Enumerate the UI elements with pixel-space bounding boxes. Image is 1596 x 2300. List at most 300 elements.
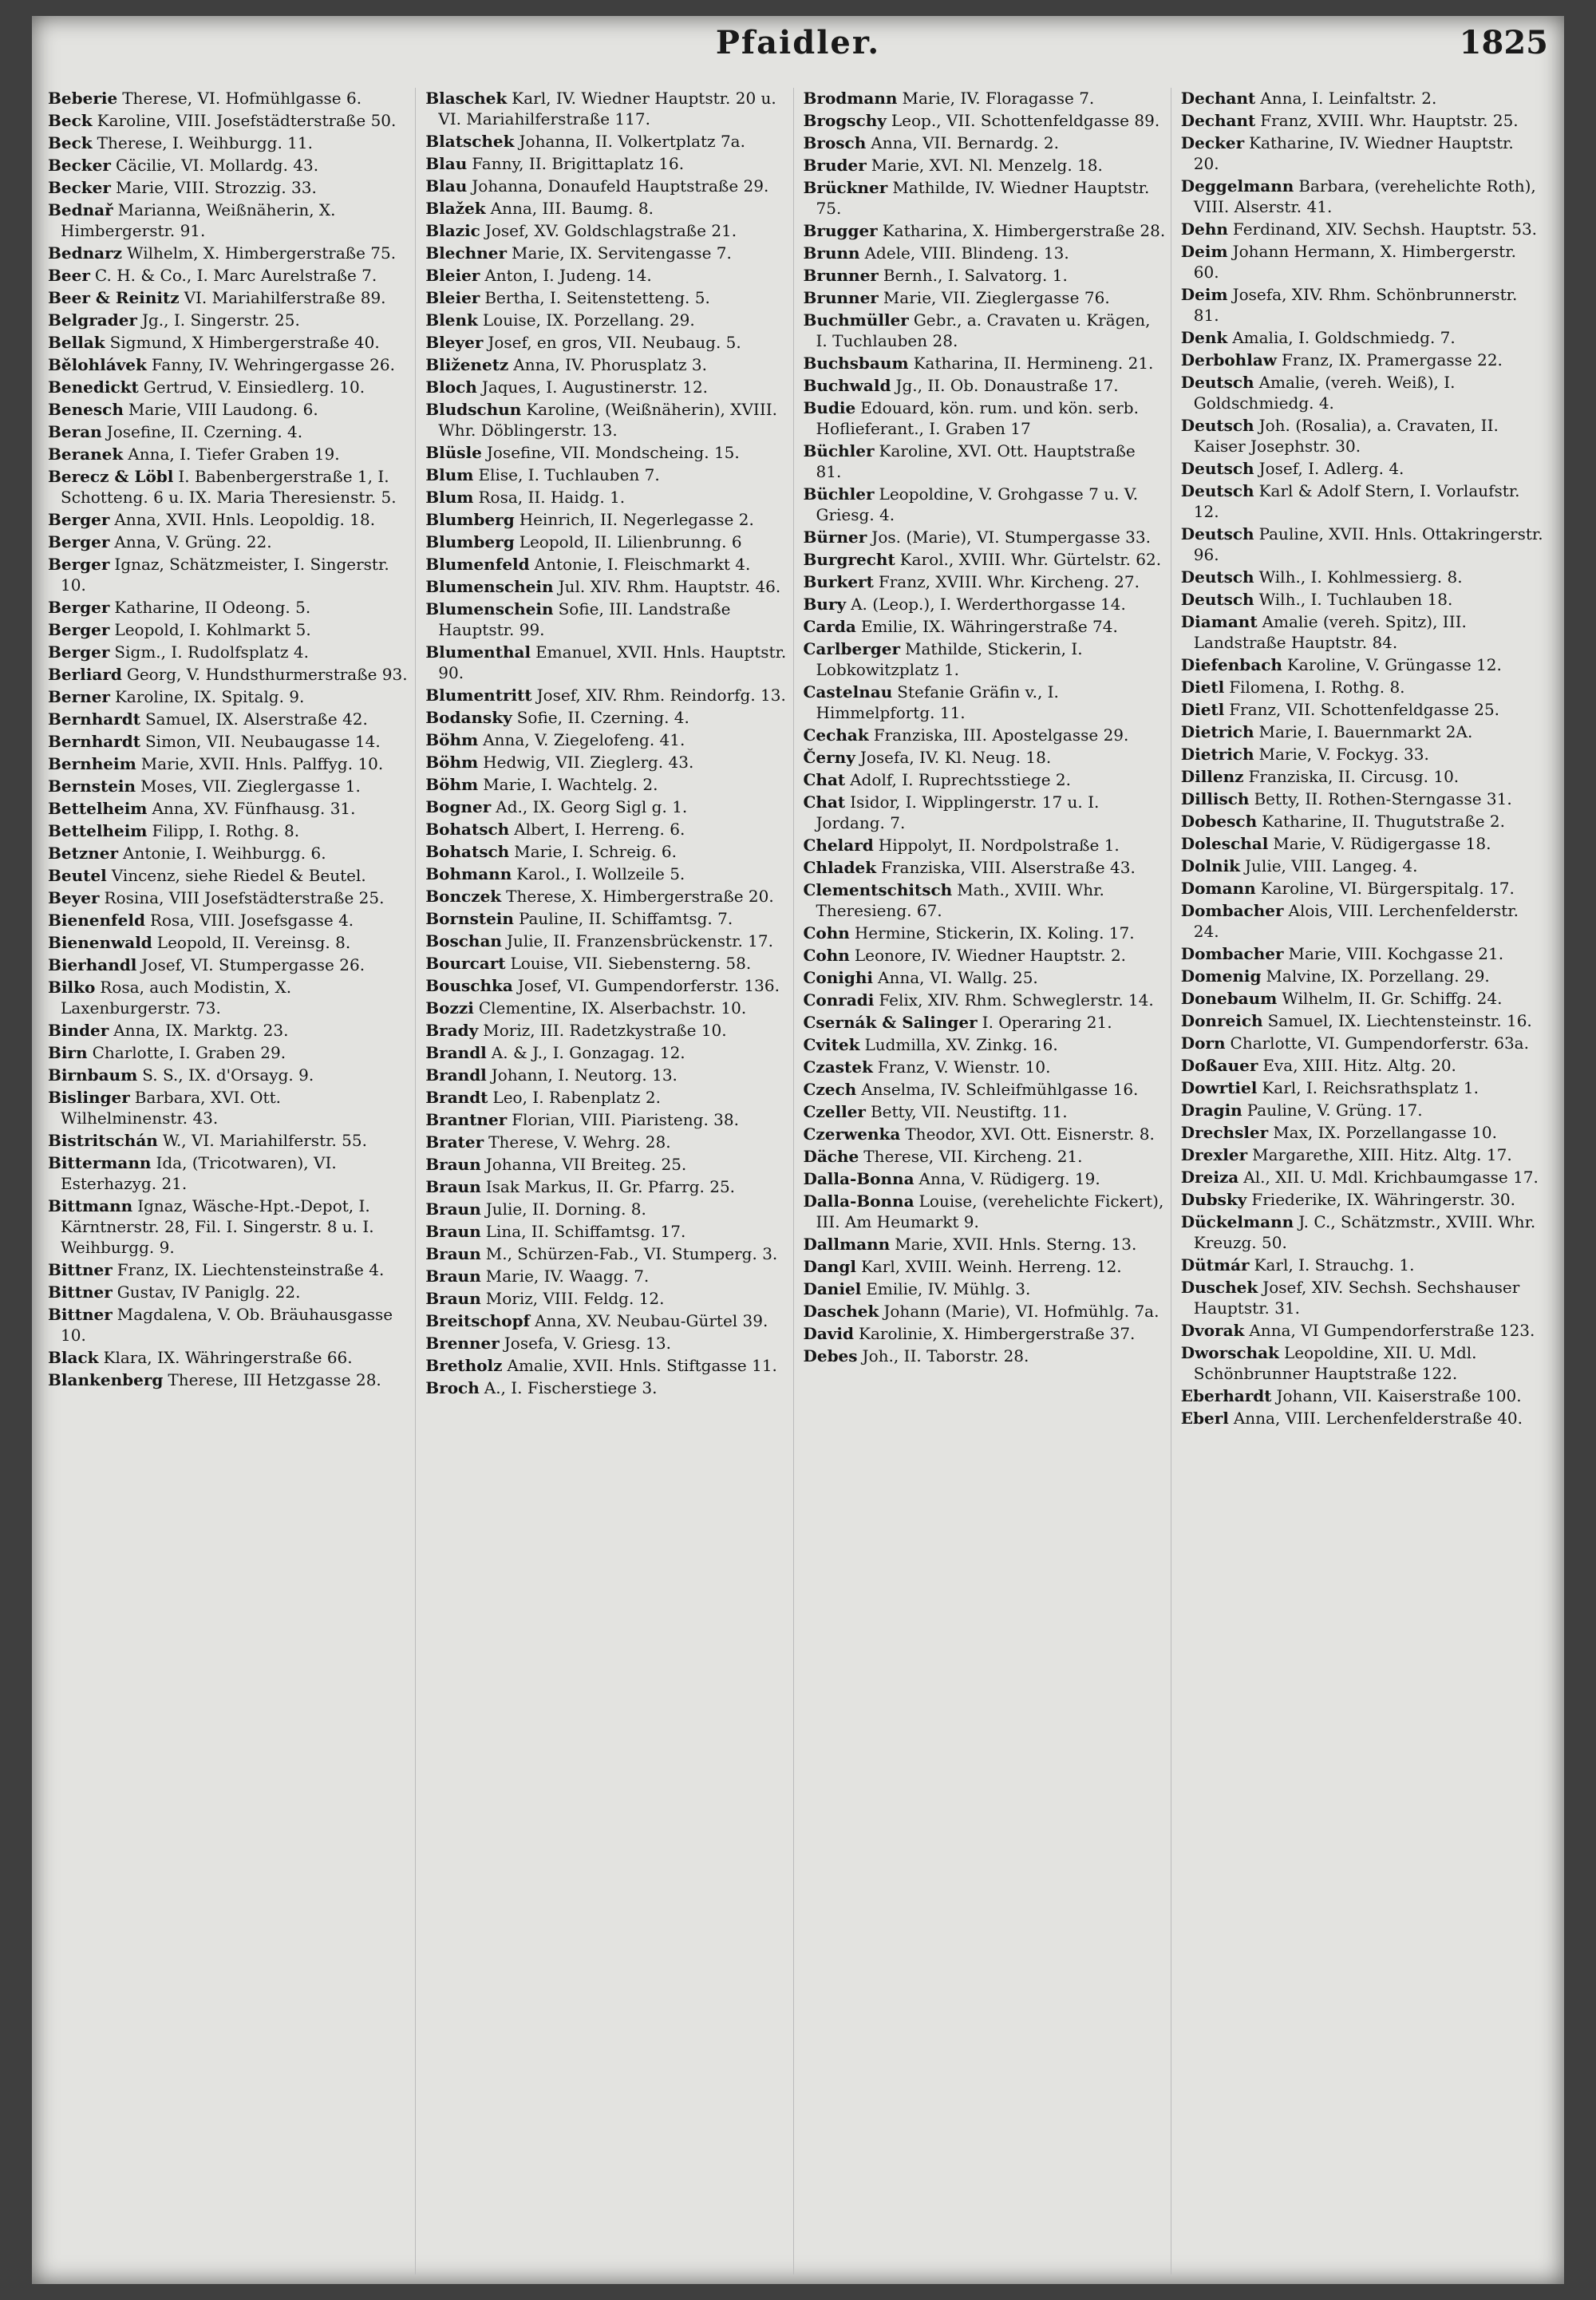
directory-entry [1181,856,1543,876]
directory-entry [804,287,1166,308]
directory-entry [425,1020,788,1041]
entry-details: Betty, II. Rothen-Sterngasse 31. [1254,789,1512,808]
entry-name: Beer & Reinitz [48,288,180,307]
entry-details: Ignaz, Wäsche-Hpt.-Depot, I. Kärntnerstr. 28, Fil. I. Singerstr. 8 u. I. Weihburgg. 9. [61,1196,374,1257]
directory-entry [804,220,1166,241]
directory-entry [425,310,788,330]
directory-entry [48,466,410,508]
entry-details: Karoline, VI. Bürgerspitalg. 17. [1260,879,1515,898]
entry-name: Bernheim [48,754,136,773]
directory-entry [48,444,410,464]
entry-details: Franz, IX. Liechtensteinstraße 4. [117,1260,385,1279]
entry-name: Bleier [425,266,480,285]
directory-entry [48,243,410,263]
entry-details: Moriz, III. Radetzkystraße 10. [483,1021,727,1040]
entry-details: Marie, IV. Waagg. 7. [485,1267,650,1286]
directory-entry [1181,284,1543,326]
directory-entry [804,1079,1166,1100]
directory-entry [1181,176,1543,217]
directory-entry [1181,878,1543,899]
entry-name: Beck [48,133,93,152]
entry-name: Bohmann [425,864,512,883]
directory-entry [425,752,788,773]
entry-name: Deutsch [1180,459,1254,478]
entry-details: Pauline, XVII. Hnls. Ottakringerstr. 96. [1193,524,1543,564]
entry-details: Therese, VI. Hofmühlgasse 6. [122,89,362,108]
entry-name: Dreiza [1180,1168,1239,1187]
entry-name: Breitschopf [425,1311,531,1330]
directory-entry [48,1347,410,1368]
directory-entry [804,1301,1166,1322]
directory-entry [48,731,410,752]
directory-entry [1181,766,1543,787]
entry-details: Anna, XVII. Hnls. Leopoldig. 18. [114,510,376,529]
entry-details: Franziska, II. Circusg. 10. [1248,767,1460,786]
directory-entry [425,287,788,308]
entry-details: Margarethe, XIII. Hitz. Altg. 17. [1252,1145,1512,1164]
entry-name: Bienenfeld [48,911,145,930]
entry-name: Beran [48,422,102,441]
entry-details: Anna, I. Tiefer Graben 19. [128,445,340,464]
directory-entry [1181,1277,1543,1318]
directory-entry [1181,943,1543,964]
entry-name: Bernstein [48,777,136,796]
entry-details: Betty, VII. Neustiftg. 11. [870,1102,1068,1121]
entry-name: Carda [803,617,856,636]
entry-name: Böhm [425,775,479,794]
directory-entry [48,709,410,729]
directory-entry [1181,811,1543,832]
entry-details: Anna, VI. Wallg. 25. [878,968,1038,987]
entry-name: Domann [1180,879,1256,898]
entry-details: Jos. (Marie), VI. Stumpergasse 33. [871,528,1151,547]
entry-details: Fanny, II. Brigittaplatz 16. [472,154,685,173]
directory-entry [425,863,788,884]
directory-entry [48,865,410,886]
entry-name: Blenk [425,310,478,330]
directory-entry [804,769,1166,790]
entry-details: Josef, XIV. Rhm. Reindorfg. 13. [536,686,786,705]
directory-entry [425,975,788,996]
entry-details: Josefine, VII. Mondscheing. 15. [486,443,740,462]
directory-entry [1181,654,1543,675]
entry-name: Brunner [803,266,879,285]
directory-entry [804,132,1166,153]
entry-name: Burgrecht [803,550,895,569]
entry-details: Ad., IX. Georg Sigl g. 1. [496,797,688,816]
entry-name: Boschan [425,931,502,950]
directory-entry [804,990,1166,1010]
entry-name: Bilko [48,978,96,997]
entry-details: Marie, V. Fockyg. 33. [1258,745,1429,764]
entry-name: Bierhandl [48,955,137,974]
entry-details: Franz, V. Wienstr. 10. [877,1057,1051,1077]
entry-name: Černy [803,748,855,767]
entry-name: Deutsch [1180,590,1254,609]
entry-details: Antonie, I. Fleischmarkt 4. [534,555,751,574]
entry-name: Deim [1180,285,1228,304]
entry-name: Blau [425,176,468,196]
entry-name: Dolnik [1180,856,1241,875]
directory-entry [425,707,788,728]
entry-name: Büchler [803,484,875,504]
entry-details: Julie, II. Franzensbrückenstr. 17. [506,931,773,950]
directory-entry [1181,1010,1543,1031]
directory-entry [804,1168,1166,1189]
entry-details: Amalie, (vereh. Weiß), I. Goldschmiedg. 4. [1193,373,1456,413]
entry-name: Bürner [803,528,867,547]
entry-details: Leonore, IV. Wiedner Hauptstr. 2. [854,946,1127,965]
entry-name: Blumenschein [425,599,554,618]
directory-entry [425,442,788,463]
entry-details: Samuel, IX. Liechtensteinstr. 16. [1267,1011,1532,1030]
entry-name: Bienenwald [48,933,152,952]
directory-entry [804,177,1166,219]
entry-name: Drechsler [1180,1123,1269,1142]
entry-name: Brodmann [803,89,898,108]
directory-entry [425,487,788,508]
directory-entry [425,88,788,129]
directory-entry [804,857,1166,878]
directory-entry [1181,721,1543,742]
directory-entry [804,923,1166,943]
directory-entry [1181,966,1543,986]
entry-name: Dillenz [1180,767,1244,786]
entry-name: Chelard [803,836,874,855]
entry-name: Bittner [48,1260,113,1279]
entry-name: Binder [48,1021,109,1040]
directory-entry [1181,567,1543,587]
entry-name: Berliard [48,665,122,684]
directory-entry [1181,1211,1543,1253]
directory-entry [425,354,788,375]
entry-details: Bertha, I. Seitenstetteng. 5. [484,288,710,307]
entry-details: Cäcilie, VI. Mollardg. 43. [115,156,319,175]
entry-name: Braun [425,1199,481,1219]
directory-entry [804,353,1166,373]
directory-entry [804,1256,1166,1277]
entry-details: Clementine, IX. Alserbachstr. 10. [478,998,747,1018]
entry-name: Czech [803,1080,857,1099]
directory-entry [48,1282,410,1302]
entry-details: Simon, VII. Neubaugasse 14. [144,732,381,751]
directory-entry [425,642,788,683]
entry-details: Therese, V. Wehrg. 28. [488,1132,671,1152]
entry-name: Broch [425,1378,480,1397]
entry-details: Magdalena, V. Ob. Bräuhausgasse 10. [61,1305,393,1345]
entry-name: Becker [48,178,111,197]
entry-name: Cohn [803,923,850,943]
directory-entry [804,155,1166,176]
directory-entry [425,886,788,907]
directory-entry [1181,327,1543,348]
directory-entry [804,1101,1166,1122]
entry-name: Brogschy [803,111,887,130]
entry-name: Berecz & Löbl [48,467,174,486]
entry-details: Pauline, II. Schiffamtsg. 7. [518,909,733,928]
entry-details: Charlotte, I. Graben 29. [92,1043,286,1062]
directory-entry [48,132,410,153]
column-2 [425,88,793,2274]
directory-entry [48,642,410,662]
entry-details: Ignaz, Schätzmeister, I. Singerstr. 10. [61,555,389,595]
entry-name: Bislinger [48,1088,130,1107]
directory-entry [425,509,788,530]
entry-name: Dückelmann [1180,1212,1294,1231]
entry-details: Emilie, IX. Währingerstraße 74. [860,617,1118,636]
directory-entry [1181,350,1543,370]
entry-details: Heinrich, II. Negerlegasse 2. [519,510,754,529]
directory-entry [1181,744,1543,765]
entry-details: Joh. (Rosalia), a. Cravaten, II. Kaiser Josephstr. 30. [1193,416,1499,456]
entry-details: Eva, XIII. Hitz. Altg. 20. [1262,1056,1456,1075]
directory-entry [425,599,788,640]
entry-name: Bury [803,595,847,614]
entry-name: Dallmann [803,1235,891,1254]
entry-name: Blum [425,488,474,507]
entry-details: Anna, XV. Fünfhausg. 31. [152,799,356,818]
directory-entry [1181,1077,1543,1098]
entry-name: Black [48,1348,99,1367]
entry-details: Karoline, XVI. Ott. Hauptstraße 81. [816,441,1136,481]
entry-details: Moses, VII. Zieglergasse 1. [140,777,361,796]
entry-details: Sigmund, X Himbergerstraße 40. [109,333,380,352]
entry-details: A., I. Fischerstiege 3. [484,1378,658,1397]
directory-entry [425,1288,788,1309]
directory-entry [804,88,1166,109]
directory-entry [425,243,788,263]
entry-name: Birnbaum [48,1065,138,1085]
entry-name: Cohn [803,946,850,965]
entry-name: Deutsch [1180,567,1254,587]
entry-name: Daschek [803,1302,879,1321]
directory-entry [1181,110,1543,131]
entry-name: Dowrtiel [1180,1078,1258,1097]
entry-details: Julie, II. Dorning. 8. [485,1199,646,1219]
entry-name: David [803,1324,855,1343]
directory-entry [804,725,1166,745]
column-4 [1181,88,1548,2274]
entry-details: Theodor, XVI. Ott. Eisnerstr. 8. [905,1124,1155,1144]
entry-name: Bednarz [48,243,123,263]
directory-entry [48,1304,410,1346]
entry-name: Brenner [425,1334,500,1353]
entry-details: Ferdinand, XIV. Sechsh. Hauptstr. 53. [1232,219,1538,239]
entry-name: Debes [803,1346,858,1365]
entry-details: Marie, IV. Floragasse 7. [902,89,1095,108]
entry-name: Castelnau [803,682,893,701]
entry-name: Brandl [425,1065,487,1085]
directory-entry [425,153,788,174]
entry-name: Brady [425,1021,479,1040]
directory-entry [48,1020,410,1041]
entry-details: Marie, IX. Servitengasse 7. [512,243,732,263]
entry-name: Dalla-Bonna [803,1191,915,1211]
entry-details: Josef, I. Adlerg. 4. [1258,459,1404,478]
entry-details: Josefa, V. Griesg. 13. [504,1334,671,1353]
entry-details: Gustav, IV Paniglg. 22. [117,1282,301,1302]
entry-details: Marie, VIII Laudong. 6. [128,400,318,419]
directory-entry [1181,988,1543,1009]
directory-entry [1181,1033,1543,1053]
entry-name: Bettelheim [48,821,148,840]
entry-details: Ludmilla, XV. Zinkg. 16. [864,1035,1058,1054]
entry-details: Leopoldine, V. Grohgasse 7 u. V. Griesg. 4. [816,484,1139,524]
entry-name: Brunner [803,288,879,307]
entry-name: Braun [425,1155,481,1174]
directory-entry [48,509,410,530]
directory-entry [804,594,1166,615]
entry-details: Therese, X. Himbergerstraße 20. [506,887,774,906]
entry-details: Johanna, II. Volkertplatz 7a. [519,132,745,151]
entry-details: Wilhelm, X. Himbergerstraße 75. [127,243,397,263]
directory-entry [1181,699,1543,720]
entry-name: Brantner [425,1110,508,1129]
entry-name: Blüsle [425,443,482,462]
directory-entry [48,776,410,796]
page-number: 1825 [1459,24,1548,61]
entry-name: Deim [1180,242,1228,261]
directory-entry [1181,1255,1543,1275]
entry-name: Conighi [803,968,874,987]
entry-details: Marie, I. Bauernmarkt 2A. [1258,722,1473,741]
entry-details: Filipp, I. Rothg. 8. [152,821,300,840]
directory-entry [1181,415,1543,456]
entry-details: Karoline, (Weißnäherin), XVIII. Whr. Döblingerstr. 13. [438,400,777,440]
entry-details: Karoline, IX. Spitalg. 9. [114,687,305,706]
directory-entry [804,616,1166,637]
directory-entry [425,1109,788,1130]
entry-details: Felix, XIV. Rhm. Schweglerstr. 14. [879,990,1154,1010]
entry-details: Filomena, I. Rothg. 8. [1229,678,1405,697]
directory-entry [804,571,1166,592]
entry-details: Franz, XVIII. Whr. Kircheng. 27. [878,572,1140,591]
entry-name: Blechner [425,243,507,263]
entry-details: Emilie, IV. Mühlg. 3. [866,1279,1031,1298]
directory-entry [425,1221,788,1242]
directory-entry [425,1243,788,1264]
directory-entry [48,1195,410,1258]
directory-entry [48,932,410,953]
directory-entry [48,554,410,595]
entry-name: Dietl [1180,678,1225,697]
entry-details: Rosina, VIII Josefstädterstraße 25. [104,888,385,907]
directory-entry [48,1130,410,1151]
entry-name: Blau [425,154,468,173]
entry-name: Bozzi [425,998,474,1018]
entry-name: Chat [803,770,846,789]
entry-name: Blatschek [425,132,515,151]
entry-details: Isak Markus, II. Gr. Pfarrg. 25. [485,1177,736,1196]
directory-entry [1181,1167,1543,1188]
entry-details: Marie, VIII. Strozzig. 33. [115,178,317,197]
entry-details: Leo, I. Rabenplatz 2. [492,1088,662,1107]
entry-details: Anna, III. Baumg. 8. [490,199,654,218]
directory-entry [1181,1122,1543,1143]
directory-entry [425,1087,788,1108]
entry-details: Sigm., I. Rudolfsplatz 4. [114,642,309,662]
directory-entry [804,682,1166,723]
entry-name: Burkert [803,572,874,591]
entry-name: Czeller [803,1102,866,1121]
entry-details: Antonie, I. Weihburgg. 6. [123,844,326,863]
entry-name: Cvitek [803,1035,860,1054]
directory-entry [425,377,788,397]
entry-name: Bornstein [425,909,514,928]
entry-name: Chladek [803,858,877,877]
directory-entry [425,464,788,485]
entry-details: Marie, XVI. Nl. Menzelg. 18. [871,156,1103,175]
entry-name: Doleschal [1180,834,1269,853]
directory-entry [425,1065,788,1085]
entry-name: Doßauer [1180,1056,1258,1075]
entry-name: Bittner [48,1305,113,1324]
entry-name: Bretholz [425,1356,503,1375]
entry-name: Diefenbach [1180,655,1282,674]
entry-name: Deutsch [1180,416,1254,435]
entry-details: Johanna, Donaufeld Hauptstraße 29. [472,176,769,196]
entry-details: Florian, VIII. Piaristeng. 38. [512,1110,739,1129]
directory-entry [48,88,410,109]
entry-name: Bouschka [425,976,513,995]
entry-name: Czerwenka [803,1124,901,1144]
entry-details: I. Operaring 21. [982,1013,1112,1032]
entry-name: Carlberger [803,639,901,658]
directory-entry [425,1355,788,1376]
entry-name: Bettelheim [48,799,148,818]
entry-name: Drexler [1180,1145,1248,1164]
entry-name: Duschek [1180,1278,1258,1297]
entry-name: Daniel [803,1279,862,1298]
entry-details: Charlotte, VI. Gumpendorferstr. 63a. [1230,1033,1529,1053]
entry-details: Anton, I. Judeng. 14. [484,266,652,285]
entry-details: Sofie, III. Landstraße Hauptstr. 99. [438,599,731,639]
entry-details: Gebr., a. Cravaten u. Krägen, I. Tuchlauben 28. [816,310,1151,350]
directory-entry [48,155,410,176]
entry-name: Bliženetz [425,355,509,374]
entry-name: Czastek [803,1057,873,1077]
directory-entry [804,243,1166,263]
directory-entry [804,879,1166,921]
entry-details: Franz, IX. Pramergasse 22. [1282,350,1503,370]
entry-name: Bittner [48,1282,113,1302]
entry-name: Bonczek [425,887,502,906]
entry-details: Wilh., I. Kohlmessierg. 8. [1258,567,1463,587]
entry-details: Malvine, IX. Porzellang. 29. [1266,966,1490,986]
entry-details: Therese, VII. Kircheng. 21. [863,1147,1083,1166]
entry-details: Franziska, III. Apostelgasse 29. [873,725,1129,745]
entry-details: Katharine, II. Thugutstraße 2. [1262,812,1505,831]
entry-name: Blumenschein [425,577,554,596]
entry-details: Adele, VIII. Blindeng. 13. [864,243,1069,263]
entry-details: Edouard, kön. rum. und kön. serb. Hoflieferant., I. Graben 17 [816,398,1139,438]
entry-name: Birn [48,1043,88,1062]
entry-name: Dragin [1180,1101,1242,1120]
entry-name: Bellak [48,333,105,352]
directory-entry [1181,480,1543,522]
entry-name: Denk [1180,328,1228,347]
directory-entry [425,198,788,219]
entry-details: Math., XVIII. Whr. Theresieng. 67. [816,880,1104,920]
entry-name: Blaschek [425,89,508,108]
entry-name: Blazic [425,221,480,240]
entry-details: Mathilde, Stickerin, I. Lobkowitzplatz 1. [816,639,1083,679]
entry-details: Johann (Marie), VI. Hofmühlg. 7a. [883,1302,1159,1321]
directory-entry [425,131,788,152]
entry-name: Bistritschán [48,1131,158,1150]
directory-entry [804,1012,1166,1033]
entry-details: Anna, V. Grüng. 22. [114,532,272,551]
